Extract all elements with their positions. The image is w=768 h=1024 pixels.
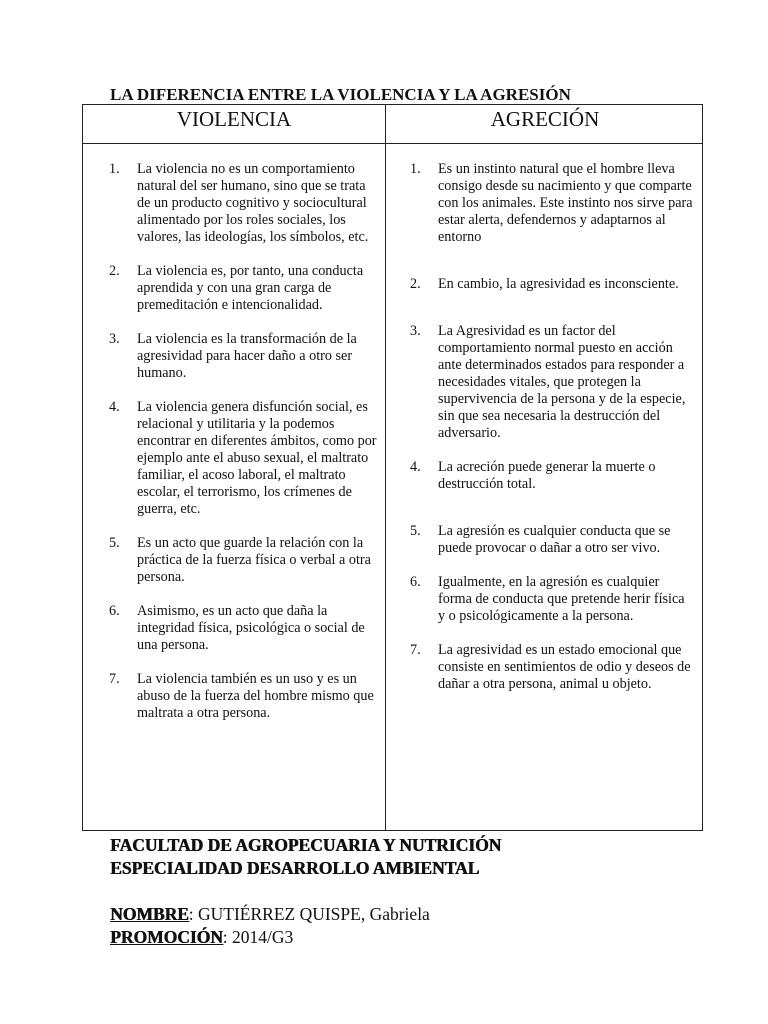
item-number: 6. (410, 574, 421, 590)
student-name-field (110, 903, 501, 926)
item-text: La violencia no es un comportamiento natural del ser humano, sino que se trata de un producto cognitivo y sociocultural alimentado por los roles sociales, los valores, las ideologías, los símbolos, etc. (137, 161, 369, 245)
list-item (410, 161, 695, 246)
item-number: 7. (109, 671, 120, 687)
list-item (109, 671, 379, 722)
list-item (410, 574, 695, 625)
specialty-line: ESPECIALIDAD DESARROLLO AMBIENTAL (110, 858, 480, 878)
list-item (410, 276, 695, 293)
item-number: 2. (109, 263, 120, 279)
item-number: 1. (109, 161, 120, 177)
item-number: 7. (410, 642, 421, 658)
violencia-list (109, 161, 379, 739)
promotion-field (110, 926, 501, 949)
table-header-row (83, 105, 702, 144)
item-text: Igualmente, en la agresión es cualquier forma de conducta que pretende herir física y o psicológicamente a la persona. (438, 574, 685, 624)
list-item (109, 331, 379, 382)
list-item (410, 323, 695, 442)
document-title: LA DIFERENCIA ENTRE LA VIOLENCIA Y LA AGRESIÓN (110, 85, 571, 104)
item-number: 3. (410, 323, 421, 339)
name-value: : GUTIÉRREZ QUISPE, Gabriela (188, 904, 430, 924)
item-text: La agresión es cualquier conducta que se puede provocar o dañar a otro ser vivo. (438, 523, 671, 556)
agrecion-header: AGRECIÓN (490, 107, 600, 131)
item-number: 2. (410, 276, 421, 292)
list-item (410, 523, 695, 557)
item-text: Asimismo, es un acto que daña la integridad física, psicológica o social de una persona. (137, 603, 365, 653)
item-number: 4. (410, 459, 421, 475)
item-text: En cambio, la agresividad es inconsciente. (438, 276, 679, 292)
item-text: La violencia también es un uso y es un abuso de la fuerza del hombre mismo que maltrata a otra persona. (137, 671, 374, 721)
item-text: La acreción puede generar la muerte o destrucción total. (438, 459, 656, 492)
item-number: 5. (410, 523, 421, 539)
list-item (109, 603, 379, 654)
list-item (410, 642, 695, 693)
list-item (109, 161, 379, 246)
item-text: La violencia es la transformación de la agresividad para hacer daño a otro ser humano. (137, 331, 357, 381)
list-item (109, 399, 379, 518)
item-text: La violencia genera disfunción social, es relacional y utilitaria y la podemos encontrar en diferentes ámbitos, como por ejemplo ante el abuso sexual, el maltrato familiar, el acoso laboral, el maltrato escolar, el terrorismo, los crímenes de guerra, etc. (137, 399, 377, 517)
violencia-header: VIOLENCIA (176, 107, 292, 131)
item-text: La agresividad es un estado emocional que consiste en sentimientos de odio y deseos de dañar a otra persona, animal u objeto. (438, 642, 691, 692)
item-number: 3. (109, 331, 120, 347)
agrecion-list (410, 161, 695, 710)
item-number: 6. (109, 603, 120, 619)
promotion-label: PROMOCIÓN (110, 927, 223, 947)
item-text: Es un instinto natural que el hombre lleva consigo desde su nacimiento y que comparte con los animales. Este instinto nos sirve para estar alerta, defendernos y adaptarnos al entorno (438, 161, 693, 245)
list-item (109, 535, 379, 586)
item-text: Es un acto que guarde la relación con la práctica de la fuerza física o verbal a otra persona. (137, 535, 371, 585)
promotion-value: : 2014/G3 (222, 927, 294, 947)
faculty-line: FACULTAD DE AGROPECUARIA Y NUTRICIÓN (110, 835, 502, 855)
item-text: La Agresividad es un factor del comportamiento normal puesto en acción ante determinados estados para responder a necesidades vitales, que protegen la supervivencia de la persona y de la especie, sin que sea necesaria la destrucción del adversario. (438, 323, 686, 441)
name-label: NOMBRE (110, 904, 189, 924)
comparison-table (82, 104, 703, 831)
item-text: La violencia es, por tanto, una conducta aprendida y con una gran carga de premeditación e intencionalidad. (137, 263, 364, 313)
item-number: 1. (410, 161, 421, 177)
list-item (410, 459, 695, 493)
column-divider (385, 105, 386, 830)
footer-block (110, 834, 501, 949)
item-number: 4. (109, 399, 120, 415)
item-number: 5. (109, 535, 120, 551)
list-item (109, 263, 379, 314)
